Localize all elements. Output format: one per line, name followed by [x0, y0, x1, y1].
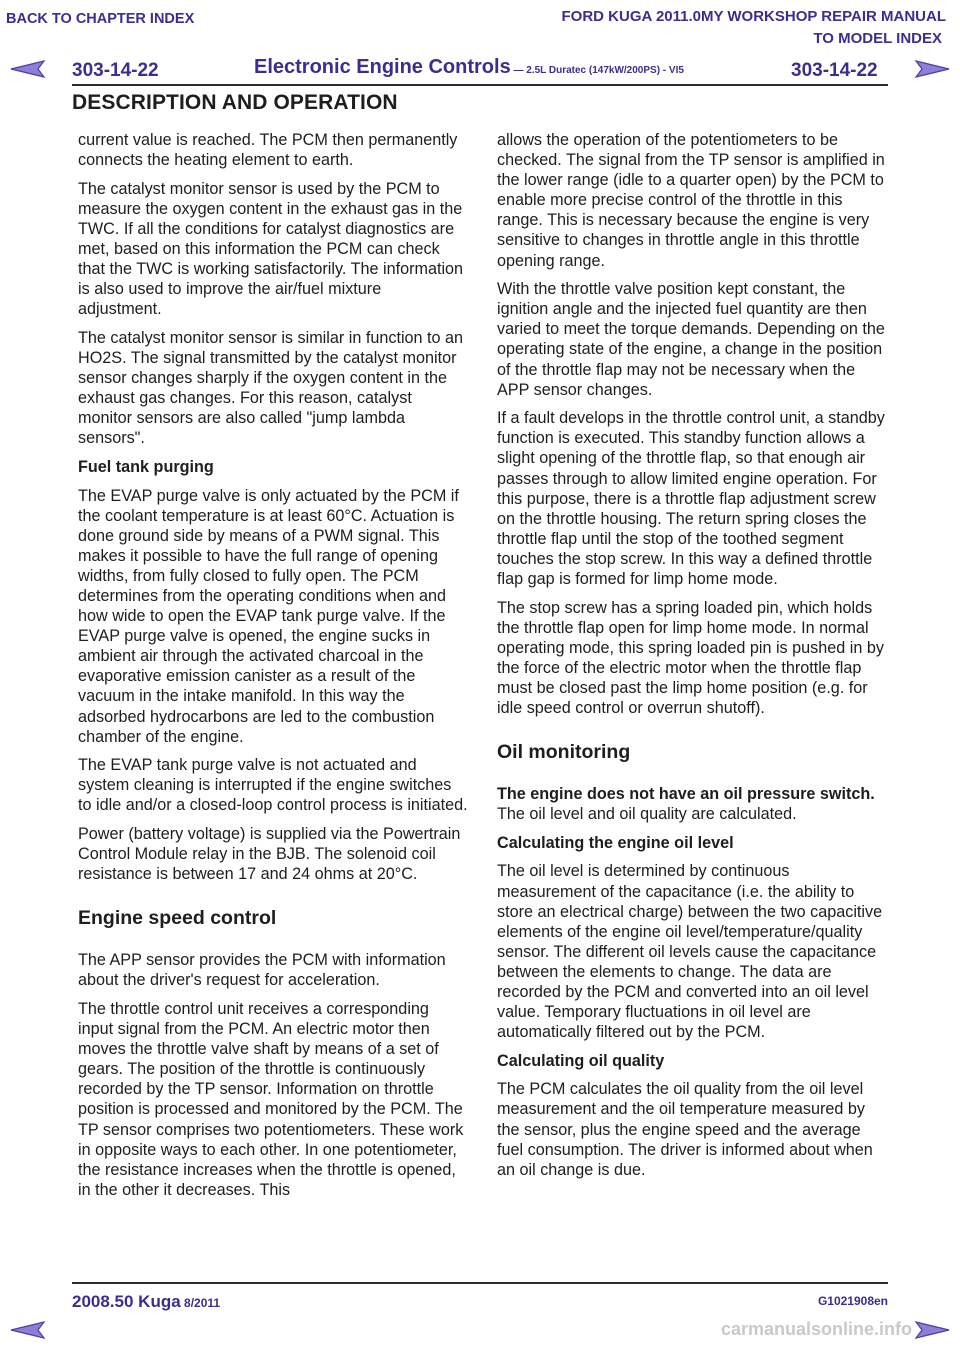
paragraph: The oil level is determined by continuous measurement of the capacitance (i.e. the ability to store an electrical charge) between the two capacitive elements of the engine oil level/temperature/quality sensor. The different oil levels cause the capacitance between the elements to change. The data are recorded by the PCM and converted into an oil level value. Temporary fluctuations in oil level are automatically filtered out by the PCM. — [497, 862, 883, 1042]
page-title-text: Electronic Engine Controls — [254, 56, 511, 78]
paragraph: The EVAP tank purge valve is not actuated and system cleaning is interrupted if the engine switches to idle and/or a closed-loop control process is initiated. — [78, 756, 468, 815]
subheading-fuel-tank-purging: Fuel tank purging — [78, 457, 214, 476]
footer-model-name: 2008.50 Kuga — [72, 1292, 181, 1311]
heading-engine-speed-control: Engine speed control — [78, 907, 277, 930]
paragraph: The EVAP purge valve is only actuated by the PCM if the coolant temperature is at least 60°C. Actuation is done ground side by means of a PWM signal. This makes it possible to have the full range of opening widths, from fully closed to fully open. The PCM determines from the operating conditions when and how wide to open the EVAP tank purge valve. If the EVAP purge valve is opened, the engine sucks in ambient air through the activated charcoal in the evaporative emission canister as a result of the vacuum in the intake manifold. In this way the adsorbed hydrocarbons are led to the combustion chamber of the engine. — [78, 486, 459, 746]
back-to-chapter-index-link[interactable]: BACK TO CHAPTER INDEX — [6, 11, 195, 27]
paragraph-rest: The oil level and oil quality are calculated. — [497, 805, 797, 824]
footer-date: 8/2011 — [180, 1296, 221, 1310]
next-page-arrow-icon[interactable] — [914, 59, 950, 79]
header-rule — [72, 84, 888, 86]
paragraph: The APP sensor provides the PCM with information about the driver's request for acceleration. — [78, 951, 446, 990]
section-heading: DESCRIPTION AND OPERATION — [72, 91, 398, 114]
page-subtitle: — 2.5L Duratec (147kW/200PS) - VI5 — [510, 65, 684, 76]
paragraph: With the throttle valve position kept constant, the ignition angle and the injected fuel quantity are then varied to meet the torque demands. Depending on the operating state of the engine, a change in the position of the throttle flap may not be necessary when the APP sensor changes. — [497, 280, 885, 399]
page-number-left: 303-14-22 — [72, 60, 159, 81]
subheading-oil-level: Calculating the engine oil level — [497, 833, 734, 852]
paragraph: The catalyst monitor sensor is used by the PCM to measure the oxygen content in the exhaust gas in the TWC. If all the conditions for catalyst diagnostics are met, based on this information the PCM can check that the TWC is working satisfactorily. The information is also used to improve the air/fuel mixture adjustment. — [78, 179, 464, 319]
footer-rule — [72, 1282, 888, 1284]
previous-page-bottom-arrow-icon[interactable] — [10, 1320, 46, 1340]
page-title — [254, 56, 684, 79]
bold-lead-text: The engine does not have an oil pressure switch. — [497, 785, 875, 804]
left-column — [78, 130, 468, 1208]
page-number-right: 303-14-22 — [791, 60, 878, 81]
manual-title: FORD KUGA 2011.0MY WORKSHOP REPAIR MANUAL — [561, 8, 946, 25]
paragraph: The stop screw has a spring loaded pin, which holds the throttle flap open for limp home mode. In normal operating mode, this spring loaded pin is pushed in by the force of the electric motor when the throttle flap must be closed past the limp home position (e.g. for idle speed control or overrun shutoff). — [497, 598, 884, 718]
paragraph: The PCM calculates the oil quality from the oil level measurement and the oil temperature measured by the sensor, plus the engine speed and the average fuel consumption. The driver is informed about when an oil change is due. — [497, 1080, 873, 1179]
next-page-bottom-arrow-icon[interactable] — [914, 1320, 950, 1340]
watermark: carmanualsonline.info — [720, 1319, 912, 1339]
right-column — [497, 130, 887, 1188]
paragraph: Power (battery voltage) is supplied via the Powertrain Control Module relay in the BJB. The solenoid coil resistance is between 17 and 24 ohms at 20°C. — [78, 825, 461, 884]
subheading-oil-quality: Calculating oil quality — [497, 1051, 665, 1070]
paragraph — [497, 784, 887, 824]
footer-model — [72, 1292, 220, 1312]
previous-page-arrow-icon[interactable] — [10, 59, 46, 79]
footer-doc-code: G1021908en — [817, 1294, 888, 1308]
paragraph: If a fault develops in the throttle control unit, a standby function is executed. This standby function allows a slight opening of the throttle flap, so that enough air passes through to allow limited engine operation. For this purpose, there is a throttle flap adjustment screw on the throttle housing. The return spring closes the throttle flap until the stop of the toothed segment touches the stop screw. In this way a defined throttle flap gap is formed for limp home mode. — [497, 409, 885, 588]
paragraph: allows the operation of the potentiometers to be checked. The signal from the TP sensor is amplified in the lower range (idle to a quarter open) by the PCM to enable more precise control of the throttle in this range. This is necessary because the engine is very sensitive to changes in throttle angle in this throttle opening range. — [497, 131, 885, 270]
paragraph: The throttle control unit receives a corresponding input signal from the PCM. An electric motor then moves the throttle valve shaft by means of a set of gears. The position of the throttle is continuously recorded by the TP sensor. Information on throttle position is processed and monitored by the PCM. The TP sensor comprises two potentiometers. These work in opposite ways to each other. In one potentiometer, the resistance increases when the throttle is opened, in the other it decreases. This — [78, 999, 464, 1199]
paragraph: current value is reached. The PCM then permanently connects the heating element to earth. — [78, 131, 458, 170]
to-model-index-link[interactable]: TO MODEL INDEX — [813, 30, 942, 47]
heading-oil-monitoring: Oil monitoring — [497, 741, 631, 764]
paragraph: The catalyst monitor sensor is similar in function to an HO2S. The signal transmitted by the catalyst monitor sensor changes sharply if the oxygen content in the exhaust gas changes. For this reason, catalyst monitor sensors are also called "jump lambda sensors". — [78, 328, 464, 448]
